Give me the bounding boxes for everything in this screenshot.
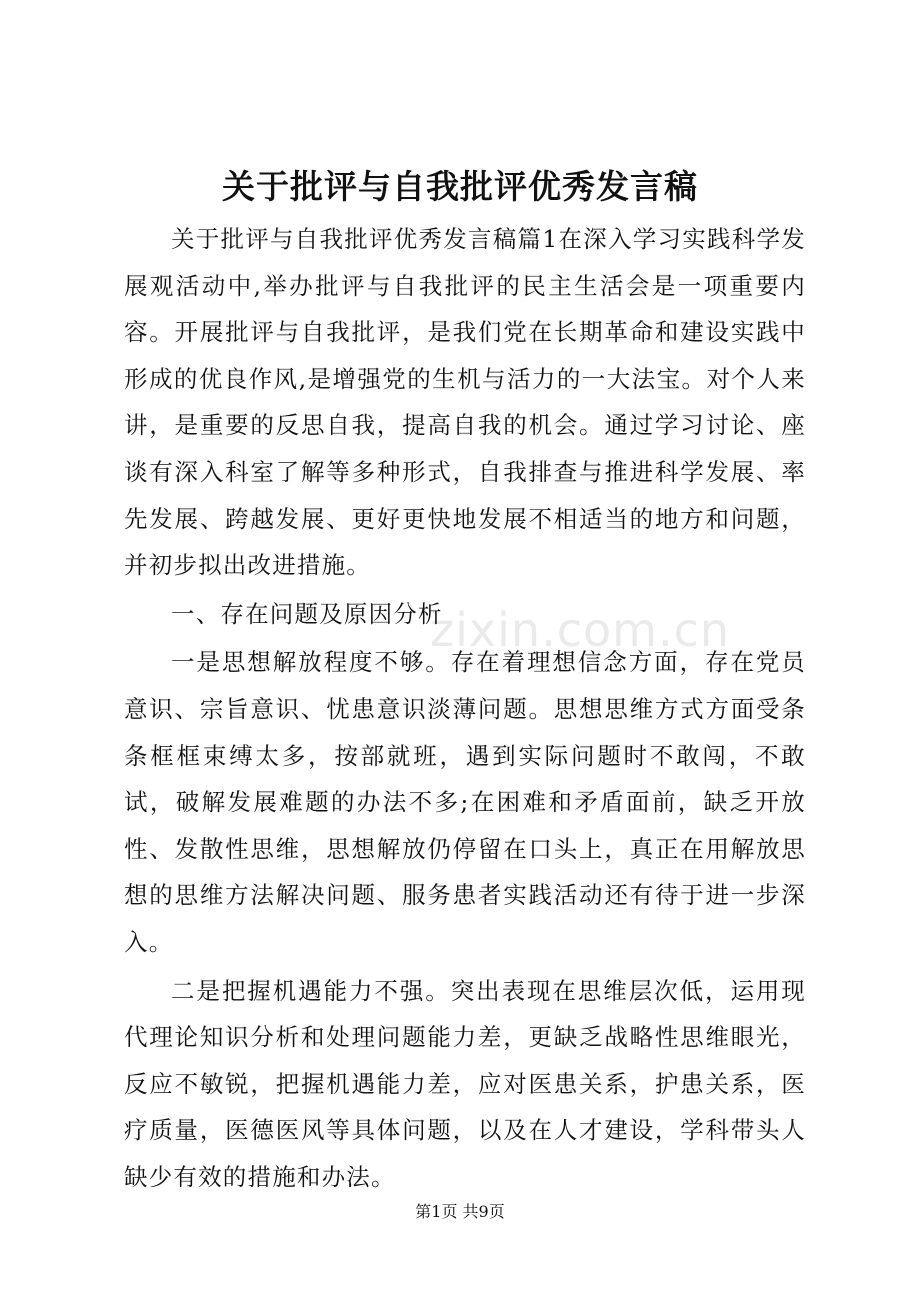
document-body	[124, 216, 806, 1202]
paragraph-point-two: 二是把握机遇能力不强。突出表现在思维层次低，运用现代理论知识分析和处理问题能力差，更缺乏战略性思维眼光，反应不敏锐，把握机遇能力差，应对医患关系，护患关系，医疗质量，医德医风等具体问题，以及在人才建设，学科带头人缺少有效的措施和办法。	[124, 976, 806, 1191]
watermark-text: zixin.com.cn	[430, 603, 731, 657]
paragraph-intro: 关于批评与自我批评优秀发言稿篇1在深入学习实践科学发展观活动中,举办批评与自我批评的民主生活会是一项重要内容。开展批评与自我批评，是我们党在长期革命和建设实践中形成的优良作风,是增强党的生机与活力的一大法宝。对个人来讲，是重要的反思自我，提高自我的机会。通过学习讨论、座谈有深入科室了解等多种形式，自我排查与推进科学发展、率先发展、跨越发展、更好更快地发展不相适当的地方和问题，并初步拟出改进措施。	[124, 225, 806, 580]
section-heading: 一、存在问题及原因分析	[171, 599, 443, 628]
paragraph-point-one: 一是思想解放程度不够。存在着理想信念方面，存在党员意识、宗旨意识、忧患意识淡薄问题。思想思维方式方面受条条框框束缚太多，按部就班，遇到实际问题时不敢闯，不敢试，破解发展难题的办法不多;在困难和矛盾面前，缺乏开放性、发散性思维，思想解放仍停留在口头上，真正在用解放思想的思维方法解决问题、服务患者实践活动还有待于进一步深入。	[124, 648, 806, 956]
document-title: 关于批评与自我批评优秀发言稿	[222, 167, 698, 206]
page-number-footer: 第1页 共9页	[415, 1202, 505, 1221]
